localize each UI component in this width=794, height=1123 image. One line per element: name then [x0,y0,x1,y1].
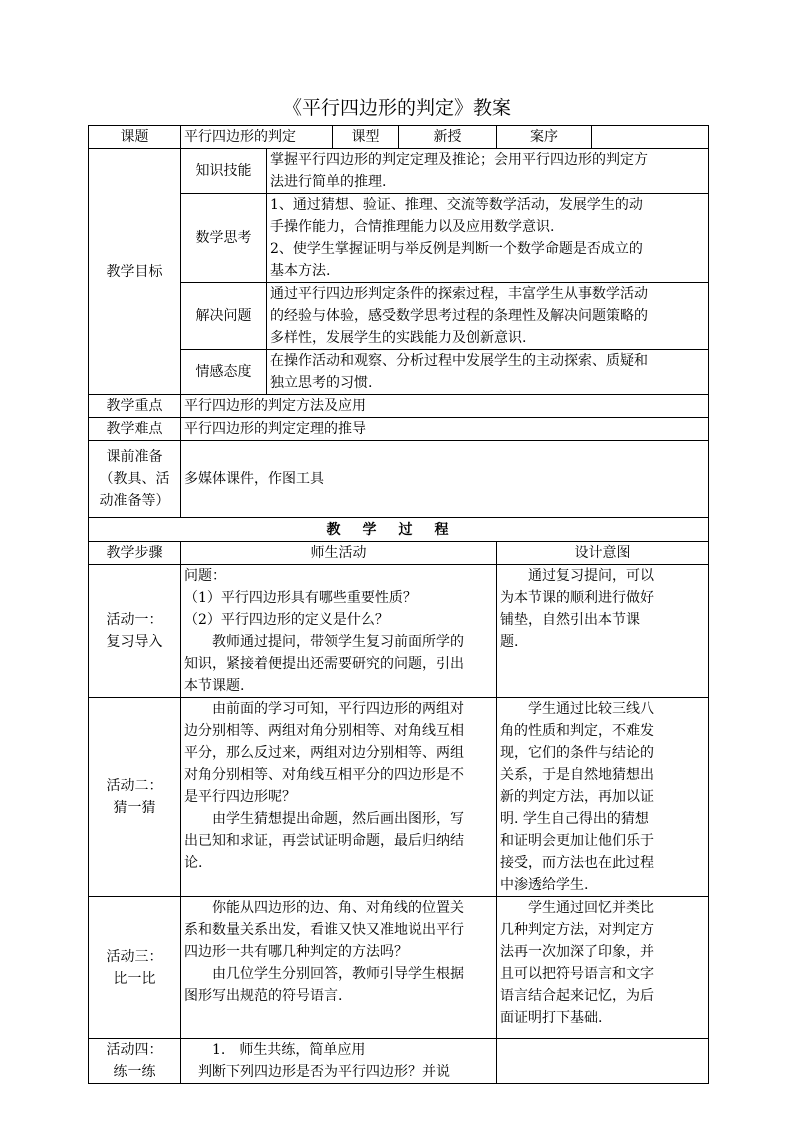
text-line: 铺垫，自然引出本节课 [500,612,640,628]
text-line: 由学生猜想提出命题，然后画出图形，写 [184,811,464,827]
col-intent-header: 设计意图 [497,542,709,565]
text-line: 你能从四边形的边、角、对角线的位置关 [184,900,464,916]
text-line: 通过复习提问，可以 [500,568,654,584]
text-line: 面证明打下基础. [500,1010,603,1026]
text-line: 判断下列四边形是否为平行四边形？并说 [184,1064,450,1080]
text-line: 几种判定方法，对判定方 [500,922,654,938]
text-line: 平分，那么反过来，两组对边分别相等、两组 [184,745,464,761]
activity-cell [181,565,497,698]
text-line: 动准备等） [99,493,170,509]
text-line: 1、通过猜想、验证、推理、交流等数学活动，发展学生的动 [270,197,643,213]
text-line: 在操作活动和观察、分析过程中发展学生的主动探索、质疑和 [270,353,648,369]
text-line: 中渗透给学生. [500,877,589,893]
text-line: （教具、活 [99,471,170,487]
step-cell [89,698,181,897]
case-value [592,126,709,149]
text-line: 边分别相等、两组对角分别相等、对角线互相 [184,723,464,739]
text-line: 掌握平行四边形的判定定理及推论；会用平行四边形的判定方 [270,152,648,168]
text-line: 学生通过比较三线八 [500,701,654,717]
text-line: 图形写出规范的符号语言. [184,988,343,1004]
objective-content [267,350,709,395]
col-activity-header: 师生活动 [181,542,497,565]
topic-value: 平行四边形的判定 [181,126,333,149]
text-line: 通过平行四边形判定条件的探索过程，丰富学生从事数学活动 [270,286,648,302]
text-line: 活动二： [106,778,163,794]
text-line: 新的判定方法，再加以证 [500,789,654,805]
text-line: 出已知和求证，再尝试证明命题，最后归纳结 [184,833,464,849]
text-line: 课前准备 [106,449,163,465]
objective-content [267,149,709,194]
text-line: 手操作能力，合情推理能力以及应用数学意识. [270,219,555,235]
intent-cell [497,565,709,698]
text-line: 活动一： [106,612,163,628]
lesson-plan-table [88,125,709,1084]
text-line: 基本方法. [270,263,331,279]
process-section-title: 教学过程 [89,518,709,542]
text-line: 猜一猜 [113,800,156,816]
step-cell [89,565,181,698]
text-line: 本节课题. [184,678,245,694]
intent-cell [497,698,709,897]
text-line: 复习导入 [106,634,163,650]
text-line: 且可以把符号语言和文字 [500,966,654,982]
text-line: 系和数量关系出发，看谁又快又准地说出平行 [184,922,464,938]
key-point-label: 教学重点 [89,395,181,418]
text-line: 教师通过提问，带领学生复习前面所学的 [184,634,464,650]
step-cell [89,1039,181,1084]
text-line: 问题： [184,568,226,584]
text-line: 题. [500,634,519,650]
objective-name: 情感态度 [181,350,267,395]
activity-cell [181,897,497,1039]
text-line: 接受，而方法也在此过程 [500,855,654,871]
preparation-value: 多媒体课件，作图工具 [181,441,709,518]
col-step-header: 教学步骤 [89,542,181,565]
text-line: 活动四： [106,1042,163,1058]
document-title: 《平行四边形的判定》教案 [282,97,511,119]
text-line: 和证明会更加让他们乐于 [500,833,654,849]
intent-cell [497,1039,709,1084]
objectives-label: 教学目标 [89,149,181,395]
lesson-type-value: 新授 [399,126,497,149]
text-line: 的经验与体验，感受数学思考过程的条理性及解决问题策略的 [270,308,648,324]
lesson-type-label: 课型 [333,126,399,149]
text-line: 独立思考的习惯. [270,375,373,391]
intent-cell [497,897,709,1039]
objective-content [267,194,709,283]
difficulty-label: 教学难点 [89,418,181,441]
objective-name: 知识技能 [181,149,267,194]
activity-cell [181,1039,497,1084]
text-line: 为本节课的顺利进行做好 [500,590,654,606]
text-line: 练一练 [113,1064,156,1080]
topic-label: 课题 [89,126,181,149]
text-line: 由前面的学习可知，平行四边形的两组对 [184,701,464,717]
text-line: 是平行四边形呢？ [184,789,296,805]
text-line: 法再一次加深了印象，并 [500,944,654,960]
text-line: 现，它们的条件与结论的 [500,745,654,761]
text-line: 对角分别相等、对角线互相平分的四边形是不 [184,767,464,783]
text-line: 多样性，发展学生的实践能力及创新意识. [270,330,527,346]
text-line: 由几位学生分别回答，教师引导学生根据 [184,966,464,982]
preparation-label [89,441,181,518]
text-line: 关系，于是自然地猜想出 [500,767,654,783]
text-line: 知识，紧接着便提出还需要研究的问题，引出 [184,656,464,672]
text-line: 活动三： [106,948,163,965]
difficulty-value: 平行四边形的判定定理的推导 [181,418,709,441]
activity-cell [181,698,497,897]
text-line: 明. 学生自己得出的猜想 [500,811,649,827]
objective-name: 解决问题 [181,283,267,350]
objective-name: 数学思考 [181,194,267,283]
text-line: 比一比 [113,970,156,987]
case-label: 案序 [497,126,592,149]
text-line: 四边形一共有哪几种判定的方法吗？ [184,944,408,960]
step-cell [89,897,181,1039]
text-line: （2）平行四边形的定义是什么？ [184,612,389,628]
text-line: 2、使学生掌握证明与举反例是判断一个数学命题是否成立的 [270,241,643,257]
text-line: 法进行简单的推理. [270,174,387,190]
objective-content [267,283,709,350]
text-line: （1）平行四边形具有哪些重要性质？ [184,590,417,606]
text-line: 角的性质和判定，不难发 [500,723,654,739]
text-line: 学生通过回忆并类比 [500,900,654,916]
text-line: 1. 师生共练，简单应用 [184,1042,366,1058]
key-point-value: 平行四边形的判定方法及应用 [181,395,709,418]
text-line: 论. [184,855,203,871]
text-line: 语言结合起来记忆，为后 [500,988,654,1004]
